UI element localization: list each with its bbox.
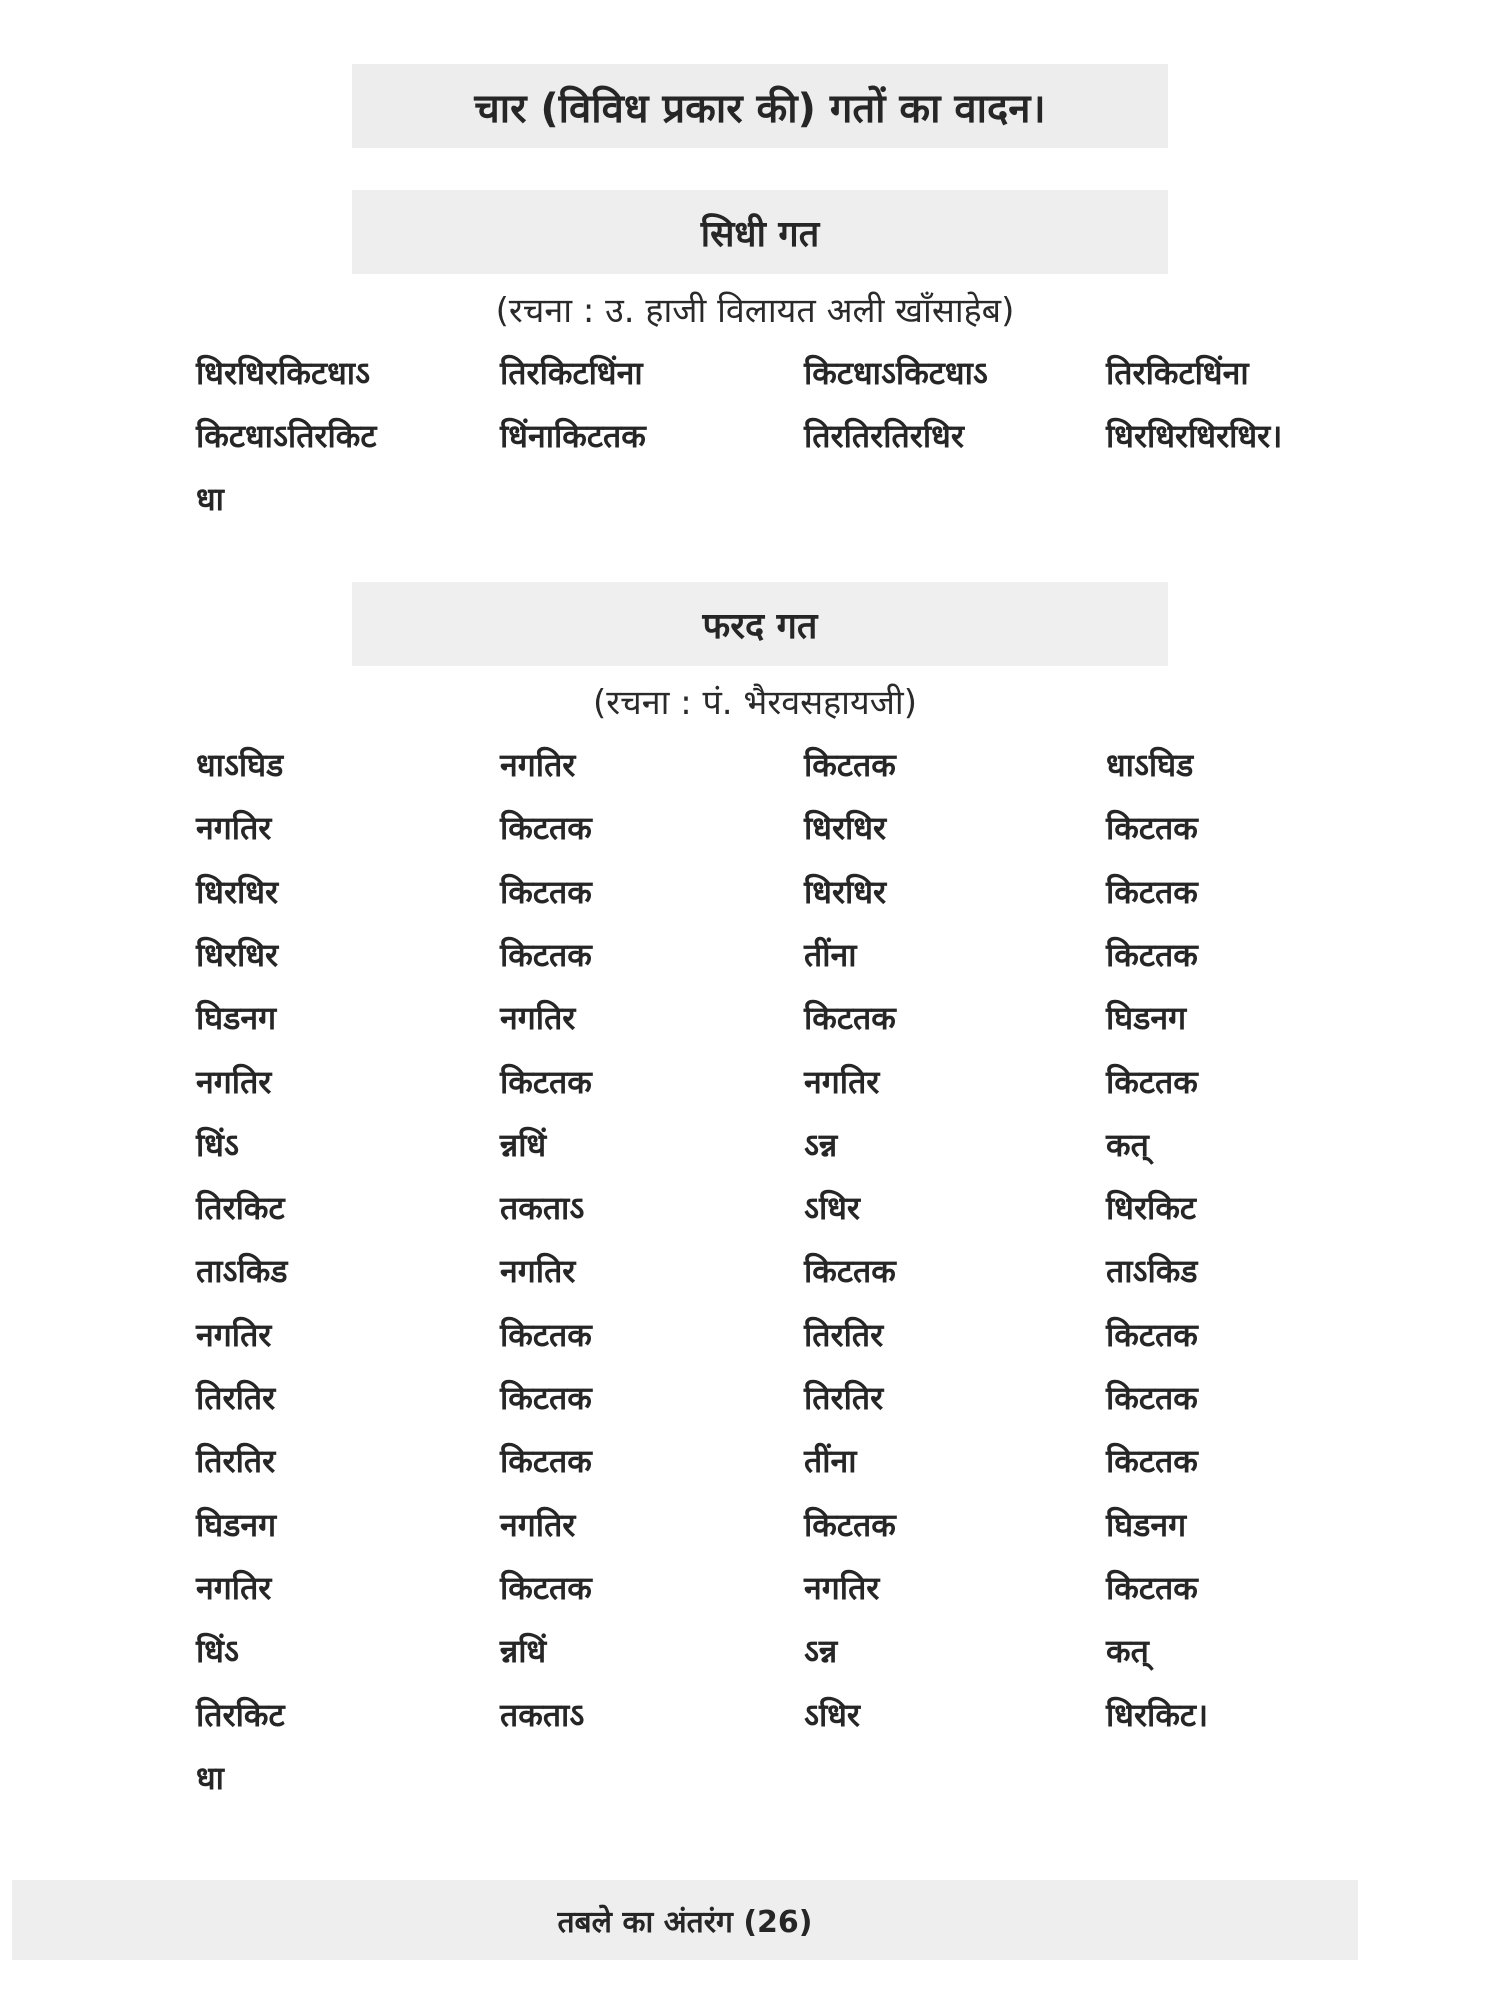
- sidhi-gat-bol: तिरकिटधिंना: [1106, 354, 1249, 392]
- farad-gat-bol: किटतक: [1106, 872, 1198, 911]
- farad-gat-row: [0, 1057, 1510, 1107]
- page-title: चार (विविध प्रकार की) गतों का वादन।: [474, 85, 1046, 132]
- farad-gat-bol: ऽन्न: [804, 1125, 838, 1164]
- farad-gat-bol: धिरधिर: [804, 872, 887, 911]
- farad-gat-bol: किटतक: [500, 872, 592, 911]
- farad-gat-bol: कत्: [1106, 1632, 1149, 1671]
- farad-gat-bol: धिरकिट।: [1106, 1695, 1209, 1734]
- farad-gat-bol: धा: [196, 1758, 224, 1797]
- farad-gat-bol: तींना: [804, 1442, 857, 1481]
- sidhi-gat-title: सिधी गत: [700, 213, 820, 255]
- farad-gat-row: [0, 1120, 1510, 1170]
- footer-text: तबले का अंतरंग (26): [557, 1904, 813, 1940]
- farad-gat-row: [0, 1183, 1510, 1233]
- farad-gat-credit: (रचना : पं. भैरवसहायजी): [592, 683, 917, 723]
- farad-gat-row: [0, 1500, 1510, 1550]
- farad-gat-bol: नगतिर: [500, 1505, 576, 1544]
- sidhi-gat-title-band: [352, 190, 1168, 274]
- farad-gat-bol: किटतक: [1106, 1315, 1198, 1354]
- farad-gat-row: [0, 1563, 1510, 1613]
- farad-gat-bol: किटतक: [500, 1379, 592, 1417]
- main-title-band: [352, 64, 1168, 148]
- farad-gat-bol: धाऽघिड: [1106, 746, 1194, 784]
- farad-gat-bol: तिरतिर: [196, 1442, 276, 1481]
- farad-gat-bol: घिडनग: [196, 1505, 277, 1544]
- farad-gat-bol: नगतिर: [196, 1568, 272, 1607]
- farad-gat-bol: तिरकिट: [196, 1189, 285, 1228]
- farad-gat-bol: कत्: [1106, 1125, 1149, 1164]
- farad-gat-bol: किटतक: [500, 935, 592, 974]
- farad-gat-title-band: [352, 582, 1168, 666]
- farad-gat-row: [0, 803, 1510, 853]
- farad-gat-row: [0, 1690, 1510, 1740]
- farad-gat-bol: तिरतिर: [804, 1379, 884, 1417]
- farad-gat-bol: ताऽकिड: [1106, 1252, 1198, 1291]
- farad-gat-row: [0, 1373, 1510, 1423]
- farad-gat-bol: धिरधिर: [196, 935, 279, 974]
- farad-gat-bol: धिंऽ: [196, 1632, 239, 1671]
- sidhi-gat-bol: तिरकिटधिंना: [500, 354, 643, 392]
- sidhi-gat-credit: (रचना : उ. हाजी विलायत अली खाँसाहेब): [495, 291, 1015, 331]
- farad-gat-row: [0, 1246, 1510, 1296]
- farad-gat-bol: घिडनग: [196, 999, 277, 1038]
- farad-gat-bol: घिडनग: [1106, 1505, 1187, 1544]
- farad-gat-bol: किटतक: [1106, 1568, 1198, 1607]
- farad-gat-bol: किटतक: [1106, 1062, 1198, 1101]
- farad-gat-bol: नगतिर: [196, 809, 272, 848]
- farad-gat-bol: तकताऽ: [500, 1189, 585, 1228]
- farad-gat-bol: नगतिर: [500, 999, 576, 1038]
- farad-gat-bol: नगतिर: [804, 1062, 880, 1101]
- farad-gat-row: [0, 993, 1510, 1043]
- farad-gat-bol: किटतक: [1106, 935, 1198, 974]
- farad-gat-row: [0, 1436, 1510, 1486]
- farad-gat-bol: तिरकिट: [196, 1695, 285, 1734]
- farad-gat-bol: ताऽकिड: [196, 1252, 288, 1291]
- farad-gat-bol: किटतक: [804, 746, 896, 784]
- farad-gat-bol: किटतक: [500, 809, 592, 848]
- farad-gat-row: [0, 1753, 1510, 1803]
- farad-gat-bol: नगतिर: [500, 1252, 576, 1291]
- farad-gat-row: [0, 1626, 1510, 1676]
- sidhi-gat-bol: धा: [196, 480, 224, 518]
- page-footer: [12, 1880, 1358, 1960]
- farad-gat-bol: ऽधिर: [804, 1695, 861, 1734]
- farad-gat-row: [0, 740, 1510, 790]
- sidhi-gat-bol: धिरधिरकिटधाऽ: [196, 354, 371, 392]
- farad-gat-bol: किटतक: [804, 1252, 896, 1291]
- farad-gat-bol: किटतक: [500, 1442, 592, 1481]
- sidhi-gat-row: [0, 411, 1510, 461]
- farad-gat-bol: किटतक: [1106, 1379, 1198, 1417]
- sidhi-gat-bol: धिरधिरधिरधिर।: [1106, 417, 1283, 455]
- farad-gat-row: [0, 867, 1510, 917]
- farad-gat-bol: नगतिर: [196, 1062, 272, 1101]
- farad-gat-bol: तिरतिर: [196, 1379, 276, 1417]
- sidhi-gat-bol: किटधाऽतिरकिट: [196, 417, 377, 455]
- sidhi-gat-bol: किटधाऽकिटधाऽ: [804, 354, 988, 392]
- farad-gat-bol: ऽन्न: [804, 1632, 838, 1671]
- farad-gat-row: [0, 1310, 1510, 1360]
- sidhi-gat-row: [0, 348, 1510, 398]
- sidhi-gat-bol: धिंनाकिटतक: [500, 417, 646, 455]
- farad-gat-bol: न्नधिं: [500, 1632, 547, 1671]
- farad-gat-bol: नगतिर: [500, 746, 576, 784]
- farad-gat-bol: किटतक: [1106, 1442, 1198, 1481]
- farad-gat-bol: घिडनग: [1106, 999, 1187, 1038]
- farad-gat-bol: धिरकिट: [1106, 1189, 1197, 1228]
- farad-gat-bol: तिरतिर: [804, 1315, 884, 1354]
- farad-gat-bol: किटतक: [804, 1505, 896, 1544]
- farad-gat-bol: किटतक: [500, 1315, 592, 1354]
- farad-gat-bol: ऽधिर: [804, 1189, 861, 1228]
- farad-gat-bol: किटतक: [500, 1062, 592, 1101]
- farad-gat-bol: धिरधिर: [804, 809, 887, 848]
- sidhi-gat-row: [0, 474, 1510, 524]
- farad-gat-bol: नगतिर: [196, 1315, 272, 1354]
- farad-gat-bol: किटतक: [500, 1568, 592, 1607]
- sidhi-gat-bol: तिरतिरतिरधिर: [804, 417, 964, 455]
- farad-gat-bol: नगतिर: [804, 1568, 880, 1607]
- farad-gat-bol: तकताऽ: [500, 1695, 585, 1734]
- farad-gat-row: [0, 930, 1510, 980]
- farad-gat-bol: किटतक: [804, 999, 896, 1038]
- farad-gat-bol: तींना: [804, 935, 857, 974]
- farad-gat-bol: किटतक: [1106, 809, 1198, 848]
- farad-gat-bol: धिरधिर: [196, 872, 279, 911]
- farad-gat-bol: धाऽघिड: [196, 746, 284, 784]
- farad-gat-bol: धिंऽ: [196, 1125, 239, 1164]
- farad-gat-bol: न्नधिं: [500, 1125, 547, 1164]
- farad-gat-title: फरद गत: [702, 605, 818, 647]
